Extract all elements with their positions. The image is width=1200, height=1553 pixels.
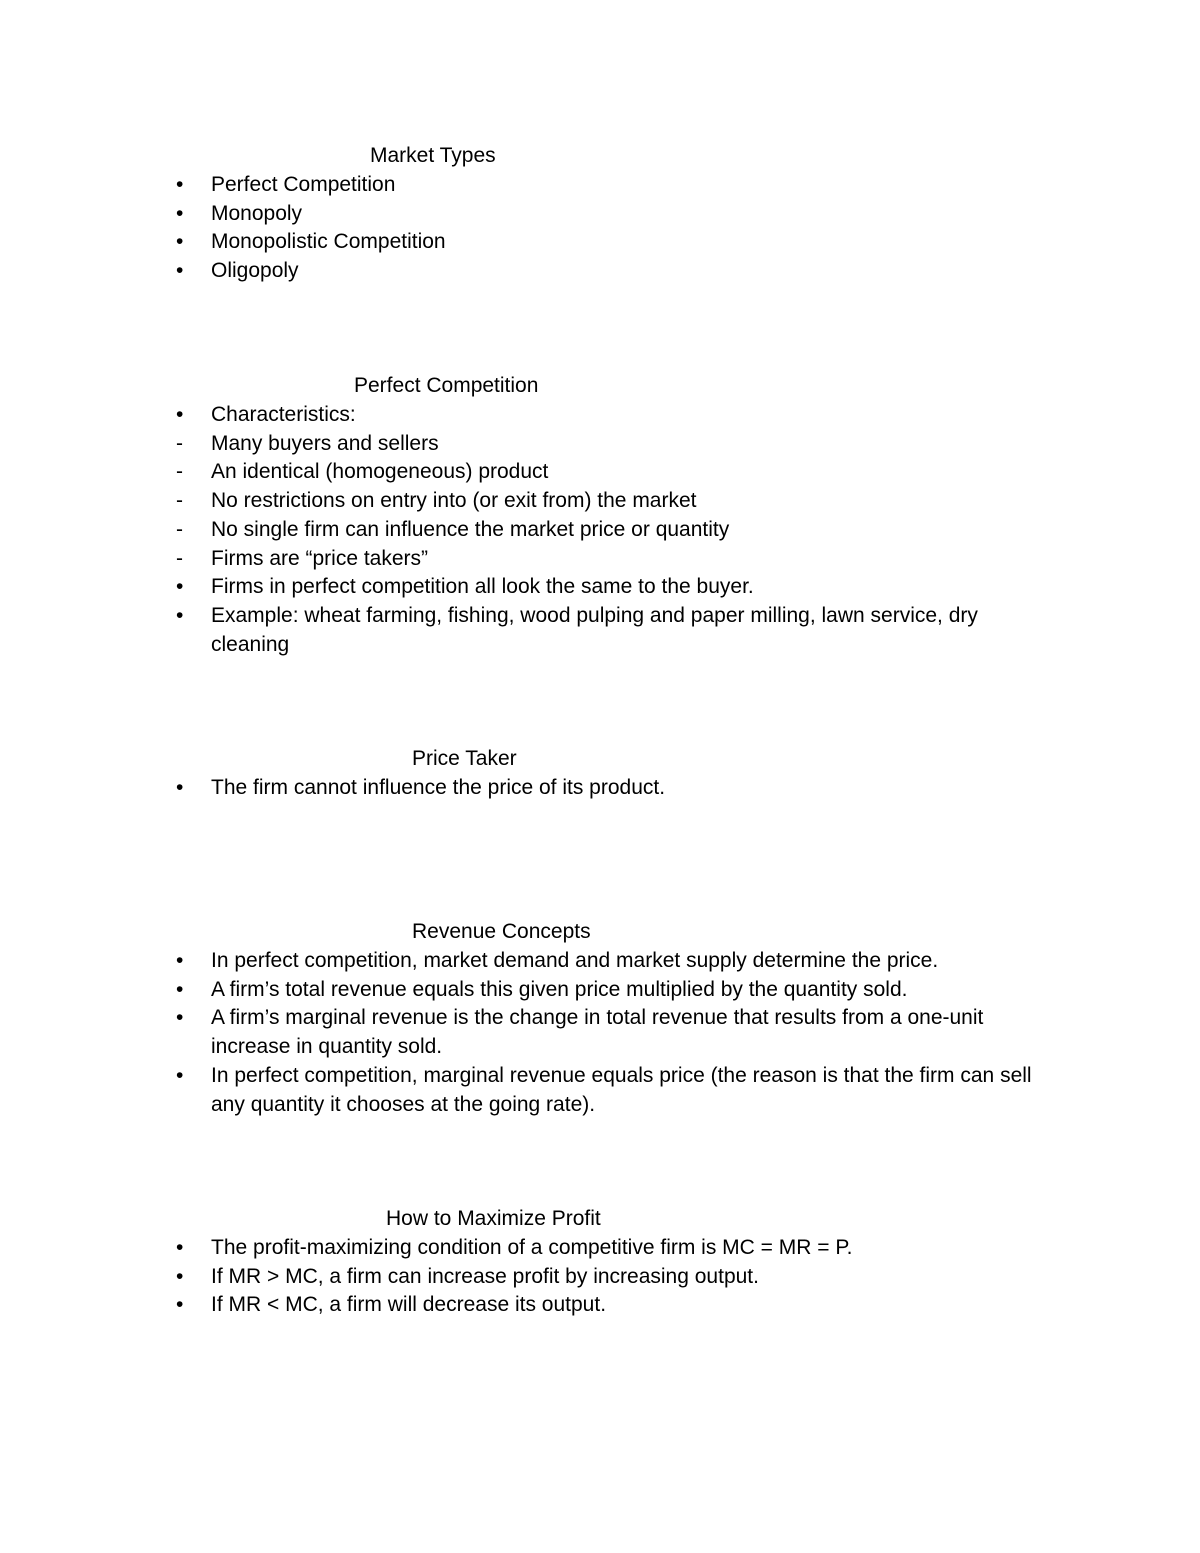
bullet-marker: • <box>176 776 184 799</box>
bullet-list <box>0 1234 1200 1320</box>
list-item-text: Perfect Competition <box>211 173 396 196</box>
list-item-text: Firms in perfect competition all look the same to the buyer. <box>211 575 754 599</box>
bullet-marker: • <box>176 259 184 283</box>
list-item-text: Characteristics: <box>211 403 356 426</box>
list-item-text: Monopolistic Competition <box>211 230 446 254</box>
bullet-marker: • <box>176 575 184 599</box>
section-revenue-concepts <box>0 918 1200 1119</box>
list-item <box>0 545 1041 574</box>
list-item <box>0 430 1041 459</box>
dash-marker: - <box>176 517 183 541</box>
dash-marker: - <box>176 546 183 570</box>
list-item <box>0 401 1041 430</box>
list-item <box>0 976 1041 1005</box>
bullet-marker: • <box>176 1264 184 1288</box>
bullet-list <box>0 774 1200 803</box>
list-item <box>0 228 1041 257</box>
list-item-text: Many buyers and sellers <box>211 431 439 455</box>
list-item <box>0 1291 1041 1320</box>
list-item-text: Firms are “price takers” <box>211 546 429 570</box>
section-maximize-profit <box>0 1205 1200 1320</box>
list-item-text: In perfect competition, marginal revenue equals price (the reason is that the firm can sell any quantity it chooses at the going rate). <box>211 1063 1032 1116</box>
list-item <box>0 257 1041 286</box>
bullet-marker: • <box>176 949 184 972</box>
list-item-text: A firm’s total revenue equals this given price multiplied by the quantity sold. <box>211 977 908 1001</box>
bullet-list <box>0 171 1200 286</box>
bullet-marker: • <box>176 1063 184 1087</box>
list-item-text: If MR < MC, a firm will decrease its output. <box>211 1293 607 1317</box>
list-item <box>0 171 1041 200</box>
bullet-marker: • <box>176 201 184 225</box>
list-item-text: Oligopoly <box>211 259 299 283</box>
list-item <box>0 1263 1041 1292</box>
list-item <box>0 1062 1041 1119</box>
section-heading: Price Taker <box>412 747 517 770</box>
bullet-marker: • <box>176 977 184 1001</box>
list-item <box>0 200 1041 229</box>
list-item-text: In perfect competition, market demand and market supply determine the price. <box>211 949 939 972</box>
bullet-marker: • <box>176 230 184 254</box>
list-item-text: No restrictions on entry into (or exit from) the market <box>211 489 697 513</box>
list-item-text: No single firm can influence the market price or quantity <box>211 517 730 541</box>
bullet-marker: • <box>176 1006 184 1030</box>
list-item <box>0 1234 1041 1263</box>
list-item-text: If MR > MC, a firm can increase profit by increasing output. <box>211 1264 759 1288</box>
dash-marker: - <box>176 460 183 484</box>
bullet-marker: • <box>176 1236 184 1259</box>
dash-marker: - <box>176 489 183 513</box>
section-price-taker <box>0 745 1200 803</box>
bullet-marker: • <box>176 603 184 627</box>
list-item-text: An identical (homogeneous) product <box>211 460 549 484</box>
list-item <box>0 516 1041 545</box>
section-heading: Revenue Concepts <box>412 920 591 943</box>
section-heading: Perfect Competition <box>354 374 539 397</box>
list-item <box>0 602 1041 659</box>
section-heading: Market Types <box>370 144 496 167</box>
list-item-text: Monopoly <box>211 201 303 225</box>
section-perfect-competition <box>0 372 1200 659</box>
section-market-types <box>0 142 1200 286</box>
list-item <box>0 1004 1041 1061</box>
list-item-text: The profit-maximizing condition of a competitive firm is MC = MR = P. <box>211 1236 853 1259</box>
bullet-list <box>0 401 1200 659</box>
dash-marker: - <box>176 431 183 455</box>
bullet-marker: • <box>176 1293 184 1317</box>
list-item-text: Example: wheat farming, fishing, wood pulping and paper milling, lawn service, dry cleaning <box>211 603 978 656</box>
section-heading: How to Maximize Profit <box>386 1207 601 1230</box>
list-item <box>0 458 1041 487</box>
list-item <box>0 947 1041 976</box>
list-item <box>0 573 1041 602</box>
list-item <box>0 487 1041 516</box>
list-item-text: The firm cannot influence the price of its product. <box>211 776 666 799</box>
bullet-marker: • <box>176 403 184 426</box>
bullet-marker: • <box>176 173 184 196</box>
list-item <box>0 774 1041 803</box>
list-item-text: A firm’s marginal revenue is the change in total revenue that results from a one-unit increase in quantity sold. <box>211 1006 984 1059</box>
bullet-list <box>0 947 1200 1119</box>
